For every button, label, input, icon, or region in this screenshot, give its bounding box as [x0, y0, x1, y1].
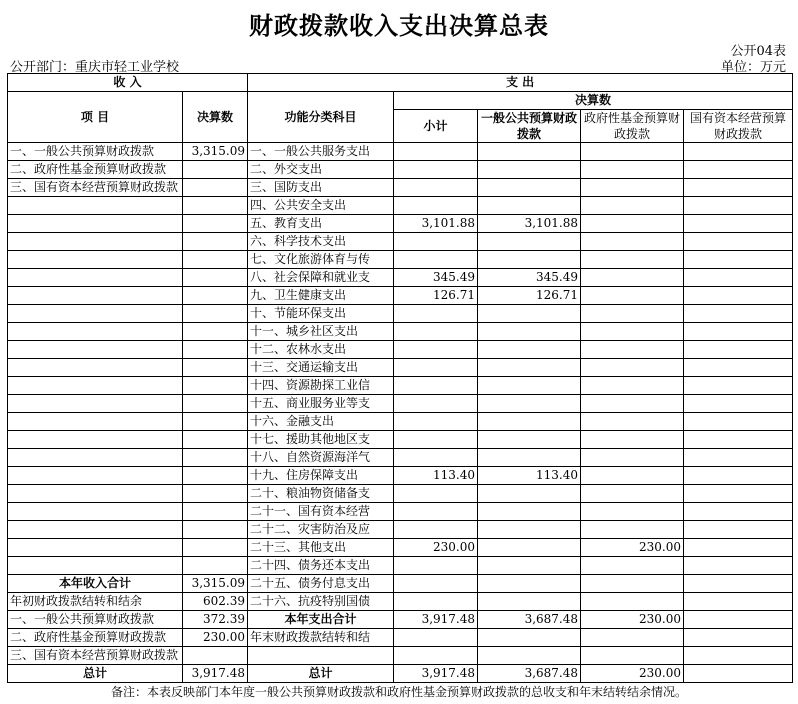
table-row — [8, 611, 793, 629]
income-item-cell: 一、一般公共预算财政拨款 — [8, 611, 183, 629]
state-capital-cell — [684, 251, 793, 269]
subtotal-cell — [394, 647, 478, 665]
income-amount-cell — [183, 647, 248, 665]
table-row — [8, 575, 793, 593]
general-budget-cell — [478, 647, 581, 665]
income-item-cell: 二、政府性基金预算财政拨款 — [8, 629, 183, 647]
expense-item-cell: 四、公共安全支出 — [248, 197, 394, 215]
income-item-cell — [8, 485, 183, 503]
table-row — [8, 485, 793, 503]
expense-item-cell: 十一、城乡社区支出 — [248, 323, 394, 341]
general-budget-cell — [478, 323, 581, 341]
subtotal-cell — [394, 323, 478, 341]
table-row — [8, 359, 793, 377]
table-row — [8, 665, 793, 683]
subtotal-cell — [394, 251, 478, 269]
income-amount-cell — [183, 377, 248, 395]
subtotal-cell — [394, 143, 478, 161]
income-amount-cell: 3,917.48 — [183, 665, 248, 683]
final-header: 决算数 — [394, 92, 793, 110]
expense-item-cell: 总计 — [248, 665, 394, 683]
income-amount-cell — [183, 323, 248, 341]
income-amount-cell — [183, 305, 248, 323]
general-budget-cell: 3,687.48 — [478, 611, 581, 629]
general-budget-cell — [478, 449, 581, 467]
state-capital-cell — [684, 593, 793, 611]
subtotal-cell — [394, 593, 478, 611]
gov-fund-cell: 230.00 — [581, 611, 684, 629]
income-item-cell — [8, 467, 183, 485]
table-row — [8, 647, 793, 665]
gov-fund-cell — [581, 377, 684, 395]
income-amount-cell — [183, 413, 248, 431]
subtotal-cell — [394, 575, 478, 593]
state-capital-cell — [684, 287, 793, 305]
income-amount-cell: 3,315.09 — [183, 575, 248, 593]
state-capital-cell — [684, 449, 793, 467]
report-title: 财政拨款收入支出决算总表 — [249, 11, 549, 40]
general-budget-cell — [478, 251, 581, 269]
gov-fund-cell: 230.00 — [581, 539, 684, 557]
income-item-cell: 一、一般公共预算财政拨款 — [8, 143, 183, 161]
table-row — [8, 269, 793, 287]
gov-fund-cell — [581, 557, 684, 575]
state-capital-cell — [684, 521, 793, 539]
income-item-cell — [8, 539, 183, 557]
subtotal-cell: 230.00 — [394, 539, 478, 557]
table-row — [8, 341, 793, 359]
gov-fund-cell — [581, 269, 684, 287]
table-row — [8, 143, 793, 161]
item-header: 项 目 — [8, 92, 183, 143]
general-budget-cell: 113.40 — [478, 467, 581, 485]
income-amount-cell — [183, 215, 248, 233]
income-item-cell — [8, 503, 183, 521]
subtotal-cell — [394, 413, 478, 431]
state-capital-cell — [684, 503, 793, 521]
table-row — [8, 593, 793, 611]
expense-item-cell: 五、教育支出 — [248, 215, 394, 233]
state-capital-cell — [684, 233, 793, 251]
income-item-cell — [8, 287, 183, 305]
gov-fund-cell — [581, 647, 684, 665]
subtotal-cell — [394, 359, 478, 377]
table-row — [8, 287, 793, 305]
state-capital-cell — [684, 665, 793, 683]
header-row-1 — [8, 74, 793, 92]
general-budget-cell — [478, 485, 581, 503]
income-item-cell: 三、国有资本经营预算财政拨款 — [8, 647, 183, 665]
income-amount-cell — [183, 485, 248, 503]
subtotal-cell — [394, 179, 478, 197]
state-capital-cell — [684, 413, 793, 431]
budget-table — [7, 73, 793, 683]
income-item-cell: 总计 — [8, 665, 183, 683]
expense-item-cell — [248, 647, 394, 665]
gov-fund-cell — [581, 449, 684, 467]
expense-item-cell: 年末财政拨款结转和结 — [248, 629, 394, 647]
table-row — [8, 305, 793, 323]
income-item-cell — [8, 341, 183, 359]
income-amount-cell — [183, 557, 248, 575]
table-row — [8, 413, 793, 431]
amount-header: 决算数 — [183, 92, 248, 143]
gov-fund-cell — [581, 395, 684, 413]
state-capital-cell — [684, 197, 793, 215]
table-row — [8, 179, 793, 197]
income-item-cell — [8, 449, 183, 467]
department-label: 公开部门：重庆市轻工业学校 — [10, 60, 180, 75]
state-capital-cell — [684, 323, 793, 341]
subtotal-cell — [394, 377, 478, 395]
gov-fund-cell — [581, 485, 684, 503]
table-row — [8, 449, 793, 467]
general-budget-cell — [478, 341, 581, 359]
subtotal-cell — [394, 629, 478, 647]
unit-label: 单位：万元 — [720, 60, 786, 75]
gov-fund-cell — [581, 593, 684, 611]
subtotal-cell: 345.49 — [394, 269, 478, 287]
gov-fund-cell — [581, 359, 684, 377]
func-class-header: 功能分类科目 — [248, 92, 394, 143]
subtotal-cell — [394, 305, 478, 323]
general-budget-cell — [478, 179, 581, 197]
gov-fund-cell — [581, 629, 684, 647]
expense-item-cell: 十五、商业服务业等支 — [248, 395, 394, 413]
expense-item-cell: 十九、住房保障支出 — [248, 467, 394, 485]
subtotal-cell — [394, 431, 478, 449]
income-item-cell — [8, 323, 183, 341]
general-budget-header: 一般公共预算财政拨款 — [478, 110, 581, 143]
general-budget-cell: 345.49 — [478, 269, 581, 287]
income-item-cell: 二、政府性基金预算财政拨款 — [8, 161, 183, 179]
expense-item-cell: 一、一般公共服务支出 — [248, 143, 394, 161]
gov-fund-cell — [581, 233, 684, 251]
general-budget-cell — [478, 521, 581, 539]
general-budget-cell — [478, 503, 581, 521]
state-capital-cell — [684, 143, 793, 161]
subtotal-cell: 3,917.48 — [394, 611, 478, 629]
expense-header: 支 出 — [248, 74, 793, 92]
income-amount-cell — [183, 359, 248, 377]
state-capital-cell — [684, 377, 793, 395]
expense-item-cell: 二十一、国有资本经营 — [248, 503, 394, 521]
state-capital-header: 国有资本经营预算财政拨款 — [684, 110, 793, 143]
subtotal-cell: 113.40 — [394, 467, 478, 485]
expense-item-cell: 三、国防支出 — [248, 179, 394, 197]
subtotal-cell: 3,101.88 — [394, 215, 478, 233]
gov-fund-cell — [581, 413, 684, 431]
income-item-cell — [8, 395, 183, 413]
income-item-cell — [8, 431, 183, 449]
general-budget-cell — [478, 539, 581, 557]
income-amount-cell: 602.39 — [183, 593, 248, 611]
expense-item-cell: 二十三、其他支出 — [248, 539, 394, 557]
gov-fund-cell — [581, 575, 684, 593]
state-capital-cell — [684, 467, 793, 485]
income-item-cell — [8, 233, 183, 251]
subtotal-cell — [394, 341, 478, 359]
subtotal-cell — [394, 449, 478, 467]
income-amount-cell: 3,315.09 — [183, 143, 248, 161]
gov-fund-cell — [581, 431, 684, 449]
state-capital-cell — [684, 575, 793, 593]
income-item-cell: 三、国有资本经营预算财政拨款 — [8, 179, 183, 197]
income-item-cell — [8, 215, 183, 233]
gov-fund-header: 政府性基金预算财政拨款 — [581, 110, 684, 143]
general-budget-cell — [478, 359, 581, 377]
general-budget-cell: 126.71 — [478, 287, 581, 305]
footnote: 备注：本表反映部门本年度一般公共预算财政拨款和政府性基金预算财政拨款的总收支和年末结转结余情况。 — [110, 685, 687, 699]
expense-item-cell: 六、科学技术支出 — [248, 233, 394, 251]
income-amount-cell — [183, 395, 248, 413]
general-budget-cell — [478, 629, 581, 647]
state-capital-cell — [684, 341, 793, 359]
expense-item-cell: 十、节能环保支出 — [248, 305, 394, 323]
income-item-cell — [8, 359, 183, 377]
state-capital-cell — [684, 431, 793, 449]
income-amount-cell — [183, 341, 248, 359]
state-capital-cell — [684, 305, 793, 323]
income-item-cell — [8, 269, 183, 287]
gov-fund-cell — [581, 251, 684, 269]
income-item-cell — [8, 251, 183, 269]
general-budget-cell — [478, 557, 581, 575]
table-row — [8, 395, 793, 413]
table-row — [8, 251, 793, 269]
income-header: 收 入 — [8, 74, 248, 92]
income-item-cell — [8, 305, 183, 323]
income-amount-cell — [183, 467, 248, 485]
expense-item-cell: 二十二、灾害防治及应 — [248, 521, 394, 539]
state-capital-cell — [684, 395, 793, 413]
state-capital-cell — [684, 269, 793, 287]
table-row — [8, 377, 793, 395]
table-row — [8, 233, 793, 251]
expense-item-cell: 十八、自然资源海洋气 — [248, 449, 394, 467]
income-amount-cell — [183, 287, 248, 305]
subtotal-cell — [394, 521, 478, 539]
income-item-cell — [8, 521, 183, 539]
gov-fund-cell — [581, 161, 684, 179]
expense-item-cell: 十四、资源勘探工业信 — [248, 377, 394, 395]
gov-fund-cell — [581, 503, 684, 521]
general-budget-cell — [478, 575, 581, 593]
income-item-cell — [8, 377, 183, 395]
income-amount-cell: 230.00 — [183, 629, 248, 647]
income-amount-cell — [183, 539, 248, 557]
income-item-cell: 本年收入合计 — [8, 575, 183, 593]
expense-item-cell: 十六、金融支出 — [248, 413, 394, 431]
subtotal-cell — [394, 557, 478, 575]
general-budget-cell — [478, 305, 581, 323]
state-capital-cell — [684, 179, 793, 197]
state-capital-cell — [684, 629, 793, 647]
gov-fund-cell — [581, 215, 684, 233]
general-budget-cell — [478, 413, 581, 431]
expense-item-cell: 本年支出合计 — [248, 611, 394, 629]
general-budget-cell — [478, 431, 581, 449]
state-capital-cell — [684, 161, 793, 179]
expense-item-cell: 二十六、抗疫特别国债 — [248, 593, 394, 611]
gov-fund-cell — [581, 179, 684, 197]
subtotal-cell — [394, 485, 478, 503]
expense-item-cell: 十七、援助其他地区支 — [248, 431, 394, 449]
income-amount-cell: 372.39 — [183, 611, 248, 629]
general-budget-cell — [478, 395, 581, 413]
subtotal-cell — [394, 395, 478, 413]
gov-fund-cell — [581, 323, 684, 341]
income-amount-cell — [183, 431, 248, 449]
subtotal-cell: 3,917.48 — [394, 665, 478, 683]
gov-fund-cell — [581, 305, 684, 323]
state-capital-cell — [684, 611, 793, 629]
table-row — [8, 431, 793, 449]
general-budget-cell — [478, 593, 581, 611]
expense-item-cell: 二十五、债务付息支出 — [248, 575, 394, 593]
gov-fund-cell — [581, 521, 684, 539]
expense-item-cell: 二十、粮油物资储备支 — [248, 485, 394, 503]
expense-item-cell: 八、社会保障和就业支 — [248, 269, 394, 287]
gov-fund-cell — [581, 287, 684, 305]
table-row — [8, 521, 793, 539]
expense-item-cell: 十三、交通运输支出 — [248, 359, 394, 377]
income-amount-cell — [183, 449, 248, 467]
income-item-cell — [8, 197, 183, 215]
table-row — [8, 629, 793, 647]
table-row — [8, 197, 793, 215]
table-row — [8, 215, 793, 233]
gov-fund-cell — [581, 467, 684, 485]
state-capital-cell — [684, 557, 793, 575]
income-amount-cell — [183, 269, 248, 287]
gov-fund-cell: 230.00 — [581, 665, 684, 683]
subtotal-cell — [394, 161, 478, 179]
subtotal-cell: 126.71 — [394, 287, 478, 305]
gov-fund-cell — [581, 197, 684, 215]
state-capital-cell — [684, 539, 793, 557]
income-amount-cell — [183, 179, 248, 197]
table-row — [8, 539, 793, 557]
income-item-cell — [8, 413, 183, 431]
gov-fund-cell — [581, 341, 684, 359]
gov-fund-cell — [581, 143, 684, 161]
state-capital-cell — [684, 359, 793, 377]
form-code: 公开04表 — [730, 44, 786, 59]
income-amount-cell — [183, 197, 248, 215]
general-budget-cell — [478, 161, 581, 179]
general-budget-cell — [478, 143, 581, 161]
state-capital-cell — [684, 647, 793, 665]
income-item-cell: 年初财政拨款结转和结余 — [8, 593, 183, 611]
subtotal-cell — [394, 197, 478, 215]
subtotal-cell — [394, 233, 478, 251]
income-amount-cell — [183, 233, 248, 251]
table-row — [8, 467, 793, 485]
expense-item-cell: 二十四、债务还本支出 — [248, 557, 394, 575]
table-row — [8, 323, 793, 341]
table-row — [8, 557, 793, 575]
expense-item-cell: 九、卫生健康支出 — [248, 287, 394, 305]
state-capital-cell — [684, 485, 793, 503]
general-budget-cell: 3,687.48 — [478, 665, 581, 683]
income-item-cell — [8, 557, 183, 575]
income-amount-cell — [183, 161, 248, 179]
state-capital-cell — [684, 215, 793, 233]
general-budget-cell — [478, 233, 581, 251]
subtotal-header: 小计 — [394, 110, 478, 143]
header-row-2 — [8, 92, 793, 110]
income-amount-cell — [183, 521, 248, 539]
general-budget-cell: 3,101.88 — [478, 215, 581, 233]
general-budget-cell — [478, 197, 581, 215]
expense-item-cell: 七、文化旅游体育与传 — [248, 251, 394, 269]
general-budget-cell — [478, 377, 581, 395]
table-row — [8, 161, 793, 179]
expense-item-cell: 十二、农林水支出 — [248, 341, 394, 359]
table-row — [8, 503, 793, 521]
expense-item-cell: 二、外交支出 — [248, 161, 394, 179]
income-amount-cell — [183, 251, 248, 269]
subtotal-cell — [394, 503, 478, 521]
income-amount-cell — [183, 503, 248, 521]
